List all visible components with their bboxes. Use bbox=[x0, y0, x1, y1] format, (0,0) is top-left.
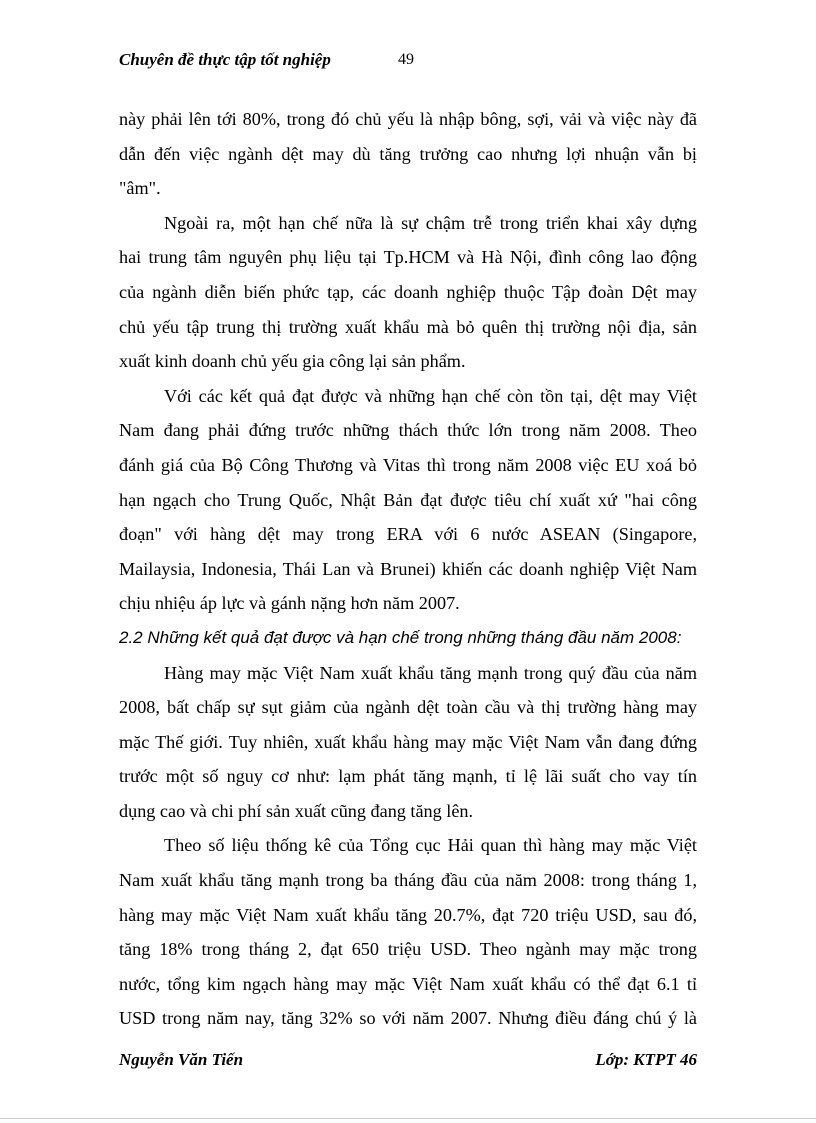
text-line: đánh giá của Bộ Công Thương và Vitas thì trong năm 2008 việc EU xoá bỏ bbox=[119, 454, 697, 475]
text-line: chịu nhiệu áp lực và gánh nặng hơn năm 2007. bbox=[119, 593, 460, 614]
footer-author: Nguyễn Văn Tiến bbox=[119, 1050, 244, 1069]
text-line: nước, tổng kim ngạch hàng may mặc Việt Nam xuất khẩu có thể đạt 6.1 tỉ bbox=[119, 973, 697, 994]
text-line: tăng 18% trong tháng 2, đạt 650 triệu USD. Theo ngành may mặc trong bbox=[119, 939, 697, 960]
text-line: Ngoài ra, một hạn chế nữa là sự chậm trễ trong triển khai xây dựng bbox=[164, 212, 697, 233]
text-line: Nam đang phải đứng trước những thách thức lớn trong năm 2008. Theo bbox=[119, 420, 697, 441]
text-line: Với các kết quả đạt được và những hạn chế còn tồn tại, dệt may Việt bbox=[164, 385, 697, 406]
text-line: dụng cao và chi phí sản xuất cũng đang tăng lên. bbox=[119, 800, 474, 821]
text-line: USD trong năm nay, tăng 32% so với năm 2007. Nhưng điều đáng chú ý là bbox=[119, 1008, 697, 1029]
text-line: của ngành diễn biến phức tạp, các doanh nghiệp thuộc Tập đoàn Dệt may bbox=[119, 281, 697, 302]
text-line: mặc Thế giới. Tuy nhiên, xuất khẩu hàng may mặc Việt Nam vẫn đang đứng bbox=[119, 731, 697, 752]
text-line: Mailaysia, Indonesia, Thái Lan và Brunei) khiến các doanh nghiệp Việt Nam bbox=[119, 558, 697, 579]
text-line: xuất kinh doanh chủ yếu gia công lại sản phẩm. bbox=[119, 351, 466, 372]
text-line: Theo số liệu thống kê của Tổng cục Hải quan thì hàng may mặc Việt bbox=[164, 835, 697, 856]
page-number: 49 bbox=[398, 51, 414, 68]
text-line: trước một số nguy cơ như: lạm phát tăng mạnh, tỉ lệ lãi suất cho vay tín bbox=[119, 766, 697, 787]
header-title: Chuyên đề thực tập tốt nghiệp bbox=[119, 50, 331, 69]
page-body bbox=[119, 102, 697, 1036]
text-line: này phải lên tới 80%, trong đó chủ yếu là nhập bông, sợi, vải và việc này đã bbox=[119, 109, 697, 129]
page-bottom-divider bbox=[0, 1118, 816, 1119]
text-line: hạn ngạch cho Trung Quốc, Nhật Bản đạt được tiêu chí xuất xứ "hai công bbox=[119, 489, 697, 510]
section-heading: 2.2 Những kết quả đạt được và hạn chế trong những tháng đầu năm 2008: bbox=[119, 627, 682, 647]
text-line: hai trung tâm nguyên phụ liệu tại Tp.HCM và Hà Nội, đình công lao động bbox=[119, 247, 697, 268]
text-line: Nam xuất khẩu tăng mạnh trong ba tháng đầu của năm 2008: trong tháng 1, bbox=[119, 870, 697, 891]
text-line: dẫn đến việc ngành dệt may dù tăng trưởng cao nhưng lợi nhuận vẫn bị bbox=[119, 143, 697, 164]
text-line: Hàng may mặc Việt Nam xuất khẩu tăng mạnh trong quý đầu của năm bbox=[164, 662, 697, 683]
text-line: chủ yếu tập trung thị trường xuất khẩu mà bỏ quên thị trường nội địa, sản bbox=[119, 316, 697, 337]
footer-class: Lớp: KTPT 46 bbox=[595, 1050, 697, 1069]
text-line: "âm". bbox=[119, 178, 161, 199]
text-line: đoạn" với hàng dệt may trong ERA với 6 nước ASEAN (Singapore, bbox=[119, 524, 697, 545]
text-line: hàng may mặc Việt Nam xuất khẩu tăng 20.7%, đạt 720 triệu USD, sau đó, bbox=[119, 904, 697, 925]
text-line: 2008, bất chấp sự sụt giảm của ngành dệt toàn cầu và thị trường hàng may bbox=[119, 697, 697, 718]
